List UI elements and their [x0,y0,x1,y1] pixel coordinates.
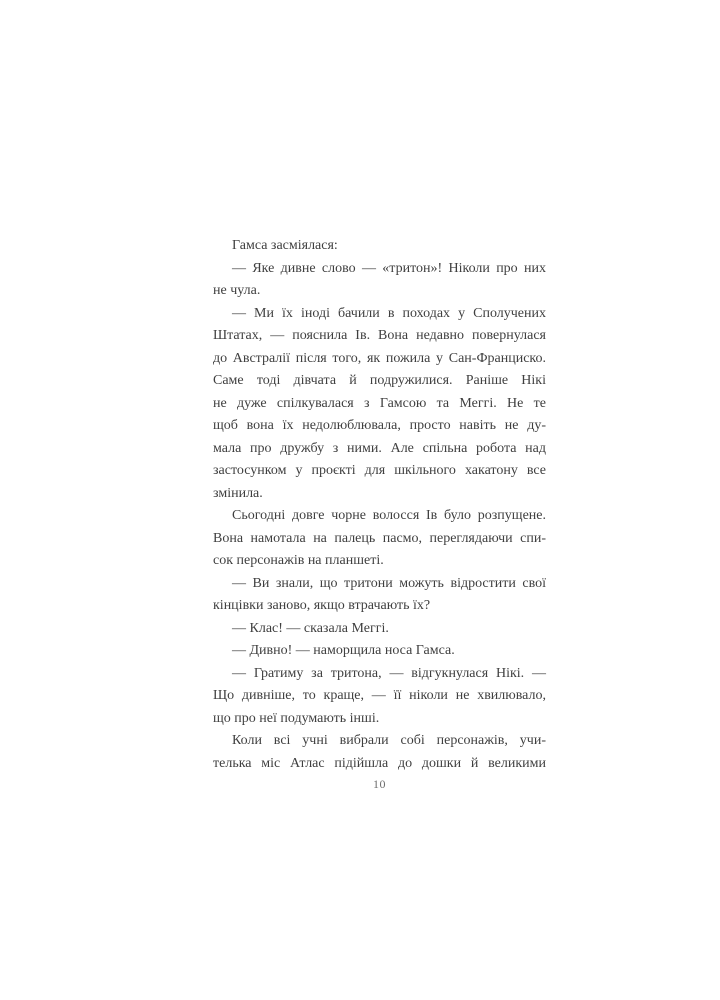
text-line: Вона намотала на палець пасмо, переглядаючи спи- [213,530,546,546]
text-line: не чула. [213,283,261,298]
text-line: що про неї подумають інші. [213,710,380,726]
text-line: — Яке дивне слово — «тритон»! Ніколи про них [232,260,546,276]
page-text-block [213,235,546,775]
text-line: змінила. [213,485,263,501]
paragraph [213,573,546,618]
text-line: Саме тоді дівчата й подружилися. Раніше Нікі [213,373,546,388]
paragraph [213,730,546,775]
text-line: — Ми їх іноді бачили в походах у Сполучених [232,305,546,321]
paragraph [213,640,546,663]
text-line: застосунком у проєкті для шкільного хакатону все [213,463,546,478]
text-line: — Клас! — сказала Меггі. [232,620,389,636]
text-line: не дуже спілкувалася з Гамсою та Меггі. Не те [213,395,546,411]
text-line: Коли всі учні вибрали собі персонажів, учи- [232,733,546,748]
paragraph [213,505,546,573]
paragraph [213,663,546,731]
text-line: — Дивно! — наморщила носа Гамса. [232,643,455,658]
text-line: телька міс Атлас підійшла до дошки й великими [213,755,546,771]
paragraph [213,303,546,506]
text-line: — Ви знали, що тритони можуть відростити свої [232,575,546,591]
paragraph [213,235,546,258]
text-line: — Гратиму за тритона, — відгукнулася Нікі. — [232,665,546,681]
text-line: Сьогодні довге чорне волосся Ів було розпущене. [232,508,546,523]
text-line: мала про дружбу з ними. Але спільна робота над [213,440,546,456]
text-line: щоб вона їх недолюблювала, просто навіть не ду- [213,418,546,433]
text-line: кінцівки заново, якщо втрачають їх? [213,598,431,613]
text-line: Гамса засміялася: [232,238,338,253]
text-line: сок персонажів на планшеті. [213,553,384,568]
page-number: 10 [373,777,386,791]
paragraph [213,258,546,303]
text-line: до Австралії після того, як пожила у Сан-Франциско. [213,350,546,366]
text-line: Що дивніше, то краще, — її ніколи не хвилювало, [213,688,546,703]
text-line: Штатах, — пояснила Ів. Вона недавно повернулася [213,328,546,343]
paragraph [213,618,546,641]
